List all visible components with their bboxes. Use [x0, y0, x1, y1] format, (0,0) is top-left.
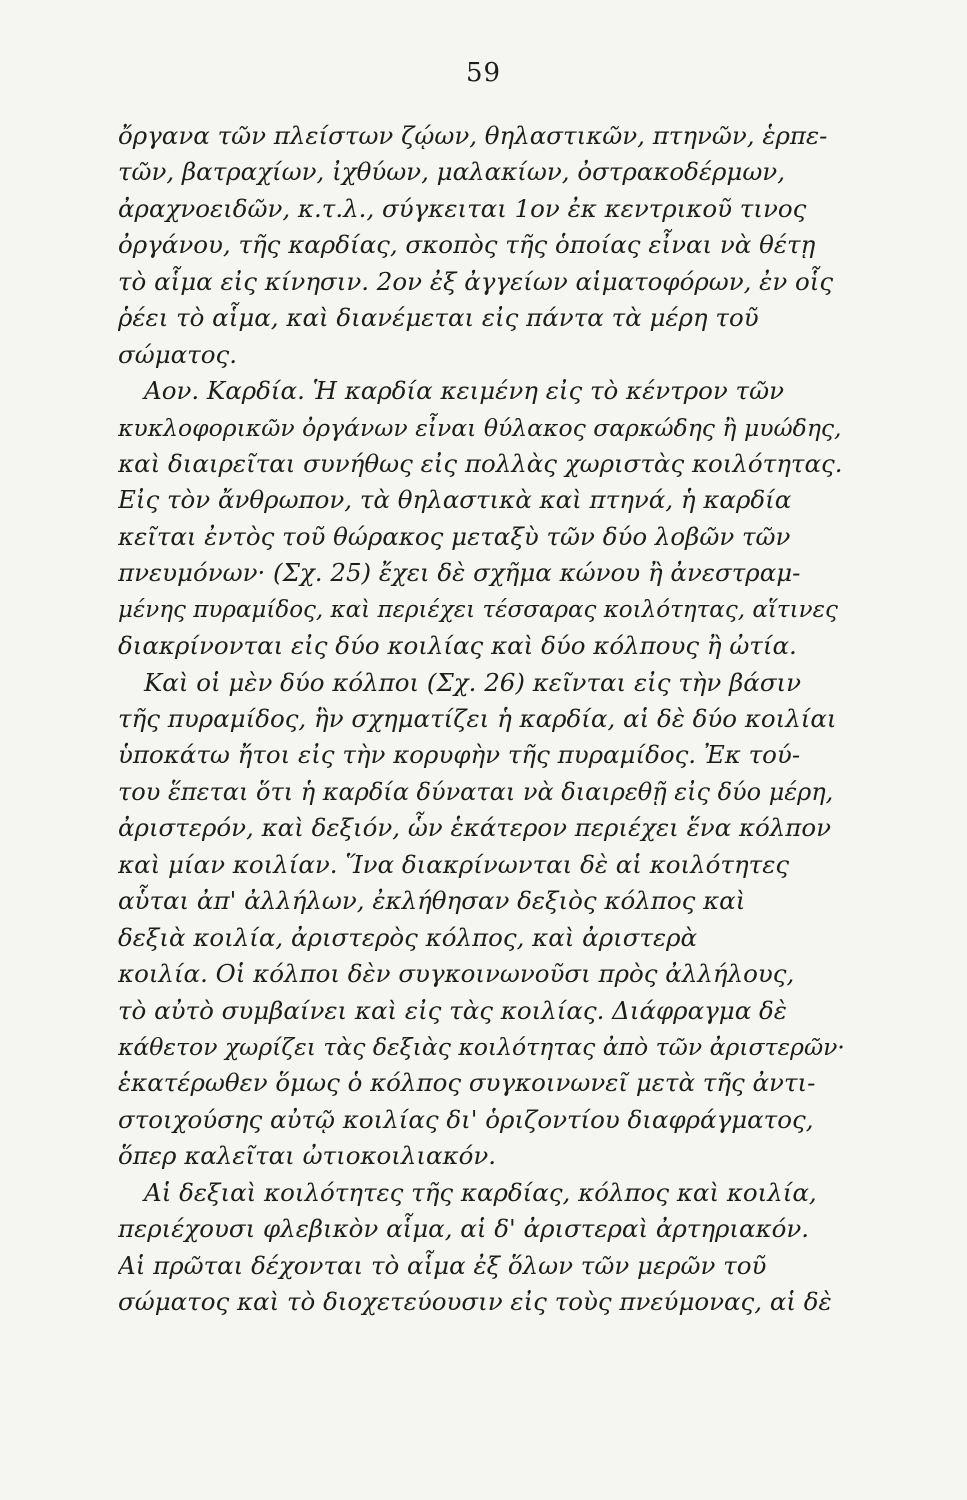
text-line: ἀραχνοειδῶν, κ.τ.λ., σύγκειται 1ον ἐκ κεντρικοῦ τινος [118, 193, 807, 223]
text-line: περιέχουσι φλεβικὸν αἷμα, αἱ δ' ἀριστεραὶ ἀρτηριακόν. [118, 1214, 810, 1244]
text-line: Αον. Καρδία. Ἡ καρδία κειμένη εἰς τὸ κέντρον τῶν [144, 376, 784, 406]
text-line: τῆς πυραμίδος, ἣν σχηματίζει ἡ καρδία, αἱ δὲ δύο κοιλίαι [118, 704, 837, 733]
text-line: ὀργάνου, τῆς καρδίας, σκοπὸς τῆς ὁποίας εἶναι νὰ θέτῃ [118, 230, 816, 260]
text-line: του ἕπεται ὅτι ἡ καρδία δύναται νὰ διαιρεθῇ εἰς δύο μέρη, [118, 777, 834, 806]
text-line: κοιλία. Οἱ κόλποι δὲν συγκοινωνοῦσι πρὸς ἀλλήλους, [118, 959, 795, 989]
text-line: ἑκατέρωθεν ὅμως ὁ κόλπος συγκοινωνεῖ μετὰ τῆς ἀντι- [118, 1068, 816, 1098]
text-line: κάθετον χωρίζει τὰς δεξιὰς κοιλότητας ἀπὸ τῶν ἀριστερῶν· [118, 1032, 845, 1061]
text-line: αὗται ἀπ' ἀλλήλων, ἐκλήθησαν δεξιὸς κόλπος καὶ [118, 886, 746, 916]
text-line: ὑποκάτω ἤτοι εἰς τὴν κορυφὴν τῆς πυραμίδος. Ἐκ τού- [118, 740, 801, 770]
text-line: ἀριστερόν, καὶ δεξιόν, ὧν ἑκάτερον περιέχει ἕνα κόλπον [118, 813, 832, 843]
text-line: σώματος καὶ τὸ διοχετεύουσιν εἰς τοὺς πνεύμονας, αἱ δὲ [118, 1287, 832, 1316]
text-line: κυκλοφορικῶν ὀργάνων εἶναι θύλακος σαρκώδης ἢ μυώδης, [118, 413, 842, 442]
body-text [118, 118, 846, 1320]
page-number: 59 [465, 58, 502, 88]
text-line: τὸ αὐτὸ συμβαίνει καὶ εἰς τὰς κοιλίας. Διάφραγμα δὲ [118, 995, 787, 1025]
text-line: σώματος. [118, 339, 237, 369]
text-line: Αἱ δεξιαὶ κοιλότητες τῆς καρδίας, κόλπος καὶ κοιλία, [144, 1177, 817, 1207]
text-line: Αἱ πρῶται δέχονται τὸ αἷμα ἐξ ὅλων τῶν μερῶν τοῦ [118, 1250, 767, 1280]
text-line: τὸ αἷμα εἰς κίνησιν. 2ον ἐξ ἀγγείων αἱματοφόρων, ἐν οἷς [118, 266, 834, 296]
text-line: Εἰς τὸν ἄνθρωπον, τὰ θηλαστικὰ καὶ πτηνά, ἡ καρδία [118, 485, 792, 515]
text-line: μένης πυραμίδος, καὶ περιέχει τέσσαρας κοιλότητας, αἵτινες [118, 596, 838, 623]
text-line: Καὶ οἱ μὲν δύο κόλποι (Σχ. 26) κεῖνται εἰς τὴν βάσιν [144, 667, 802, 697]
text-line: ὄργανα τῶν πλείστων ζῴων, θηλαστικῶν, πτηνῶν, ἑρπε- [118, 121, 828, 150]
text-line: ῥέει τὸ αἷμα, καὶ διανέμεται εἰς πάντα τὰ μέρη τοῦ [118, 303, 759, 333]
text-line: πνευμόνων· (Σχ. 25) ἔχει δὲ σχῆμα κώνου ἢ ἀνεστραμ- [118, 558, 801, 588]
text-line: τῶν, βατραχίων, ἰχθύων, μαλακίων, ὀστρακοδέρμων, [118, 157, 785, 187]
text-line: δεξιὰ κοιλία, ἀριστερὸς κόλπος, καὶ ἀριστερὰ [118, 922, 698, 952]
text-line: καὶ διαιρεῖται συνήθως εἰς πολλὰς χωριστὰς κοιλότητας. [118, 448, 843, 478]
text-line: διακρίνονται εἰς δύο κοιλίας καὶ δύο κόλπους ἢ ὠτία. [118, 631, 797, 661]
text-line: στοιχούσης αὐτῷ κοιλίας δι' ὁριζοντίου διαφράγματος, [118, 1104, 814, 1134]
text-line: καὶ μίαν κοιλίαν. Ἵνα διακρίνωνται δὲ αἱ κοιλότητες [118, 849, 790, 879]
text-line: κεῖται ἐντὸς τοῦ θώρακος μεταξὺ τῶν δύο λοβῶν τῶν [118, 521, 791, 551]
text-line: ὅπερ καλεῖται ὠτιοκοιλιακόν. [118, 1141, 497, 1171]
